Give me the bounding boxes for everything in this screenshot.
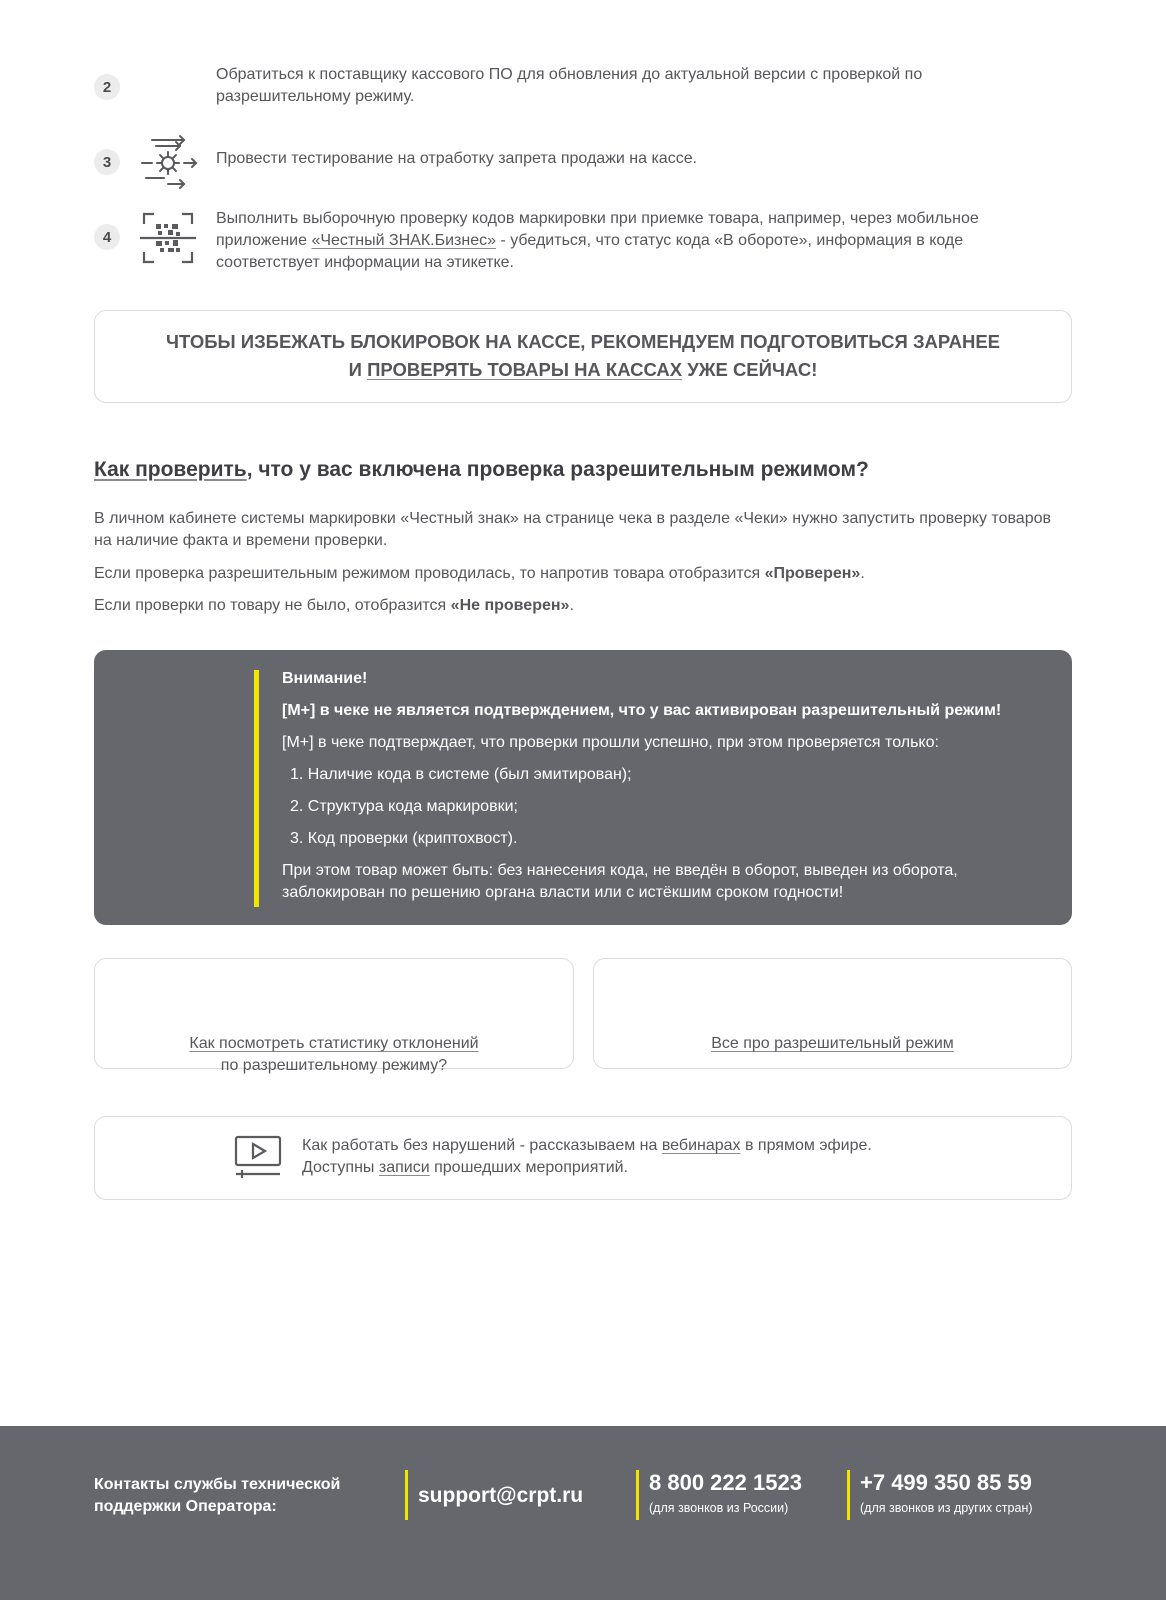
qr-scan-icon (138, 208, 198, 268)
step-number-badge: 3 (94, 149, 120, 175)
all-about-card[interactable] (593, 958, 1072, 1069)
webinars-link[interactable]: вебинарах (661, 1137, 741, 1154)
recordings-link[interactable]: записи (378, 1159, 430, 1176)
webinar-block (94, 1116, 1072, 1200)
footer (0, 1426, 1166, 1600)
phone-russia[interactable]: 8 800 222 1523 (649, 1470, 802, 1495)
support-email[interactable]: support@crpt.ru (418, 1484, 584, 1507)
banner-line-1: ЧТОБЫ ИЗБЕЖАТЬ БЛОКИРОВОК НА КАССЕ, РЕКОМЕНДУЕМ ПОДГОТОВИТЬСЯ ЗАРАНЕЕ (166, 331, 1000, 352)
warning-body (282, 668, 1052, 904)
section-title: Как проверить, что у вас включена проверка разрешительным режимом? (94, 458, 869, 481)
step-text: Выполнить выборочную проверку кодов маркировки при приемке товара, например, через мобильное приложение «Честный ЗНАК.Бизнес» - убедиться, что статус кода «В обороте», информация в коде соответствует информации на этикетке. (216, 210, 979, 271)
paragraph-2: Если проверка разрешительным режимом проводилась, то напротив товара отобразится «Проверен». (94, 565, 865, 582)
paragraph-1: В личном кабинете системы маркировки «Честный знак» на странице чека в разделе «Чеки» нужно запустить проверку товаров на наличие факта и времени проверки. (94, 510, 1051, 549)
footer-separator (847, 1470, 850, 1520)
warning-panel (94, 650, 1072, 925)
paragraph-3: Если проверки по товару не было, отобразится «Не проверен». (94, 597, 574, 614)
step-number-badge: 2 (94, 74, 120, 100)
footer-separator (636, 1470, 639, 1520)
check-goods-link[interactable]: ПРОВЕРЯТЬ ТОВАРЫ НА КАССАХ (367, 359, 683, 380)
phone-international[interactable]: +7 499 350 85 59 (860, 1470, 1032, 1495)
warning-accent-bar (254, 670, 259, 907)
video-play-icon (233, 1134, 283, 1182)
warning-title: Внимание! (282, 670, 368, 687)
step-text: Провести тестирование на отработку запрета продажи на кассе. (216, 150, 698, 167)
stats-link[interactable]: Как посмотреть статистику отклонений (189, 1035, 479, 1052)
stats-card[interactable] (94, 958, 574, 1074)
step-number-badge: 4 (94, 224, 120, 250)
recommendation-banner (94, 310, 1072, 403)
warning-list-item: 3. Код проверки (криптохвост). (290, 830, 518, 847)
banner-line-2: И ПРОВЕРЯТЬ ТОВАРЫ НА КАССАХ УЖЕ СЕЙЧАС! (348, 359, 818, 380)
support-label: Контакты службы технической поддержки Оператора: (94, 1476, 341, 1515)
warning-list-item: 1. Наличие кода в системе (был эмитирован); (290, 766, 632, 783)
gear-arrows-icon (138, 132, 198, 192)
warning-outro: При этом товар может быть: без нанесения кода, не введён в оборот, выведен из оборота, заблокирован по решению органа власти или с истёкшим сроком годности! (282, 862, 958, 901)
how-to-check-link[interactable]: Как проверить (94, 458, 247, 481)
warning-headline: [М+] в чеке не является подтверждением, что у вас активирован разрешительный режим! (282, 702, 1002, 719)
warning-intro: [М+] в чеке подтверждает, что проверки прошли успешно, при этом проверяется только: (282, 734, 939, 751)
phone-russia-note: (для звонков из России) (649, 1501, 789, 1515)
footer-separator (405, 1470, 408, 1520)
warning-list-item: 2. Структура кода маркировки; (290, 798, 518, 815)
webinar-text: Как работать без нарушений - рассказываем на вебинарах в прямом эфире. Доступны записи прошедших мероприятий. (302, 1137, 872, 1176)
all-about-link[interactable]: Все про разрешительный режим (711, 1035, 954, 1052)
step-text: Обратиться к поставщику кассового ПО для обновления до актуальной версии с проверкой по разрешительному режиму. (216, 66, 923, 105)
phone-international-note: (для звонков из других стран) (860, 1501, 1033, 1515)
stats-link-line-2[interactable]: по разрешительному режиму? (220, 1057, 448, 1074)
cz-business-link[interactable]: «Честный ЗНАК.Бизнес» (311, 232, 497, 249)
